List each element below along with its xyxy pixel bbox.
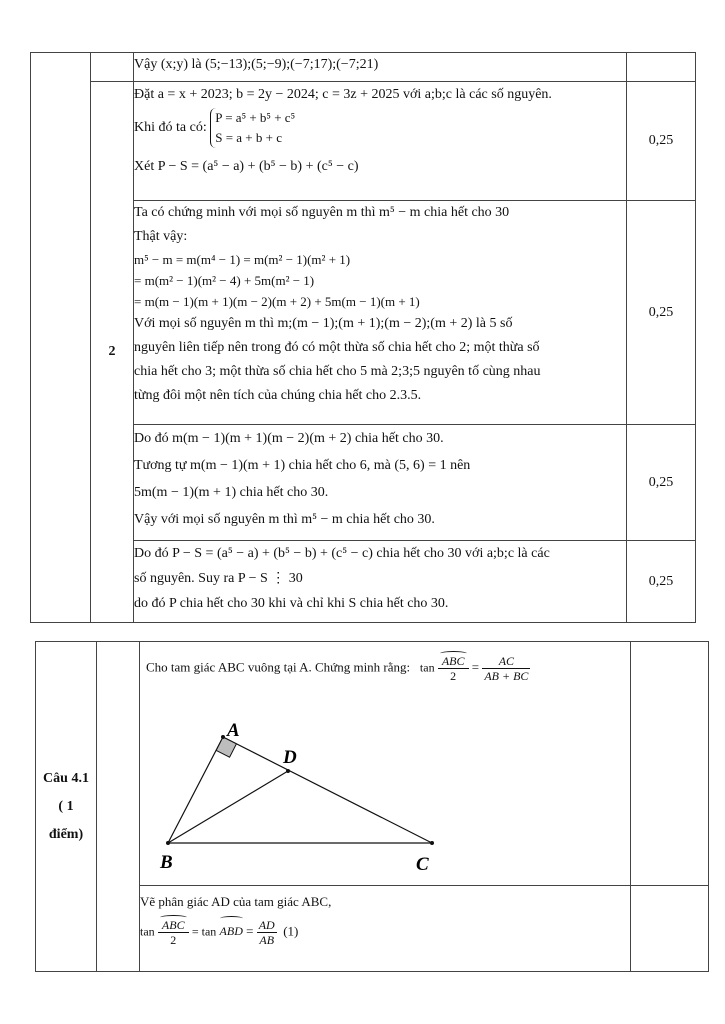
step1-line2: Khi đó ta có:: [134, 120, 207, 136]
step2-line8: chia hết cho 3; một thừa số chia hết cho 5 mà 2;3;5 nguyên tố cùng nhau: [134, 364, 541, 379]
formula-angle: ABC: [441, 654, 465, 668]
step2-line6: Với mọi số nguyên m thì m;(m − 1);(m + 1);(m − 2);(m + 2) là 5 số: [134, 316, 513, 331]
score-4: 0,25: [648, 573, 674, 589]
triangle-figure: [140, 690, 631, 880]
score-cell-2: [627, 201, 696, 425]
step2-line7: nguyên liên tiếp nên trong đó có một thừa số chia hết cho 2; một thừa số: [134, 340, 540, 355]
score-3: 0,25: [648, 474, 674, 490]
step3-line2: Tương tự m(m − 1)(m + 1) chia hết cho 6, mà (5, 6) = 1 nên: [134, 458, 471, 473]
step-formula-rhs: [257, 918, 277, 947]
score-cell-empty-2: [631, 642, 709, 886]
solution-table-2: [35, 641, 709, 972]
step1-line1: Đặt a = x + 2023; b = 2y − 2024; c = 3z + 2025 với a;b;c là các số nguyên.: [134, 87, 552, 102]
score-2: 0,25: [648, 304, 674, 320]
side-ac: [223, 737, 432, 843]
step-formula-angle1: ABC: [161, 918, 185, 932]
step3-line3: 5m(m − 1)(m + 1) chia hết cho 30.: [134, 485, 329, 500]
step-formula-angle2: ABD: [220, 919, 243, 943]
formula-rhs-fraction: [482, 654, 530, 683]
step-formula-mid: = tan: [191, 924, 217, 939]
problem-statement: [140, 642, 630, 690]
formula-lhs-den: 2: [450, 669, 457, 683]
section-number: 2: [108, 344, 116, 359]
step1-line5: Xét P − S = (a⁵ − a) + (b⁵ − b) + (c⁵ − c): [134, 159, 359, 174]
step5-line1: Vẽ phân giác AD của tam giác ABC,: [140, 894, 332, 909]
step-cell-5: [140, 886, 631, 972]
section-number-cell: [91, 82, 134, 623]
problem-cell: [140, 642, 631, 886]
question-points-2: điểm): [48, 826, 84, 842]
step2-line1: Ta có chứng minh với mọi số nguyên m thì m⁵ − m chia hết cho 30: [134, 205, 510, 220]
formula-rhs-num: AC: [482, 654, 530, 669]
step4-line2: số nguyên. Suy ra P − S ⋮ 30: [134, 571, 303, 586]
step-formula-prefix: tan: [140, 924, 155, 939]
step2-line2: Thật vậy:: [134, 229, 188, 244]
step3-line1: Do đó m(m − 1)(m + 1)(m − 2)(m + 2) chia hết cho 30.: [134, 431, 444, 446]
problem-prompt: Cho tam giác ABC vuông tại A. Chứng minh rằng:: [146, 659, 411, 675]
label-c: C: [416, 854, 429, 875]
label-b: B: [160, 852, 173, 873]
point-a: [221, 735, 225, 739]
step2-line4: = m(m² − 1)(m² − 4) + 5m(m² − 1): [134, 273, 315, 288]
step2-line9: từng đôi một nên tích của chúng chia hết cho 2.3.5.: [134, 388, 422, 403]
step2-line3: m⁵ − m = m(m⁴ − 1) = m(m² − 1)(m² + 1): [134, 252, 351, 267]
point-c: [430, 841, 434, 845]
step-formula-den: 2: [170, 933, 177, 947]
formula-equals: =: [471, 659, 480, 675]
formula-lhs-fraction: [438, 654, 469, 683]
step-cell-4: [134, 541, 627, 623]
step-formula-rhs-num: AD: [258, 918, 275, 932]
step4-line3: do đó P chia hết cho 30 khi và chỉ khi S chia hết cho 30.: [134, 596, 449, 611]
formula-rhs-den: AB + BC: [484, 669, 529, 683]
solution-table-1: [30, 52, 696, 623]
step2-line5: = m(m − 1)(m + 1)(m − 2)(m + 2) + 5m(m − 1)(m + 1): [134, 294, 420, 309]
question-points-1: ( 1: [58, 798, 74, 814]
step5-formula: [140, 914, 630, 947]
question-cell-empty: [31, 53, 91, 623]
score-cell-3: [627, 425, 696, 541]
step-cell-1: [134, 82, 627, 201]
score-cell-1: [627, 82, 696, 201]
score-cell-4: [627, 541, 696, 623]
formula-prefix: tan: [419, 660, 435, 675]
system-eq-s: S = a + b + c: [215, 130, 282, 145]
point-d: [286, 769, 290, 773]
equation-system: [210, 108, 295, 148]
conclusion-text: Vậy (x;y) là (5;−13);(5;−9);(−7;17);(−7;21): [134, 57, 379, 72]
bisector-bd: [168, 771, 288, 843]
conclusion-cell: [134, 53, 627, 82]
score-cell-empty: [627, 53, 696, 82]
sub-cell-empty-2: [97, 642, 140, 972]
step-formula-lhs: [158, 918, 189, 947]
point-b: [166, 841, 170, 845]
question-label: Câu 4.1: [43, 770, 89, 786]
question-label-cell: [36, 642, 97, 972]
step-cell-3: [134, 425, 627, 541]
label-d: D: [283, 747, 297, 768]
step-formula-rhs-den: AB: [259, 933, 275, 947]
step4-line1: Do đó P − S = (a⁵ − a) + (b⁵ − b) + (c⁵ − c) chia hết cho 30 với a;b;c là các: [134, 546, 550, 561]
sub-cell-empty: [91, 53, 134, 82]
score-cell-empty-3: [631, 886, 709, 972]
step-formula-equals: =: [246, 923, 254, 939]
step-cell-2: [134, 201, 627, 425]
step1-system: [134, 108, 626, 148]
score-1: 0,25: [648, 133, 674, 148]
system-eq-p: P = a⁵ + b⁵ + c⁵: [215, 110, 296, 125]
step3-line4: Vậy với mọi số nguyên m thì m⁵ − m chia hết cho 30.: [134, 512, 435, 527]
label-a: A: [227, 720, 240, 741]
step-formula-tag: (1): [283, 923, 299, 939]
